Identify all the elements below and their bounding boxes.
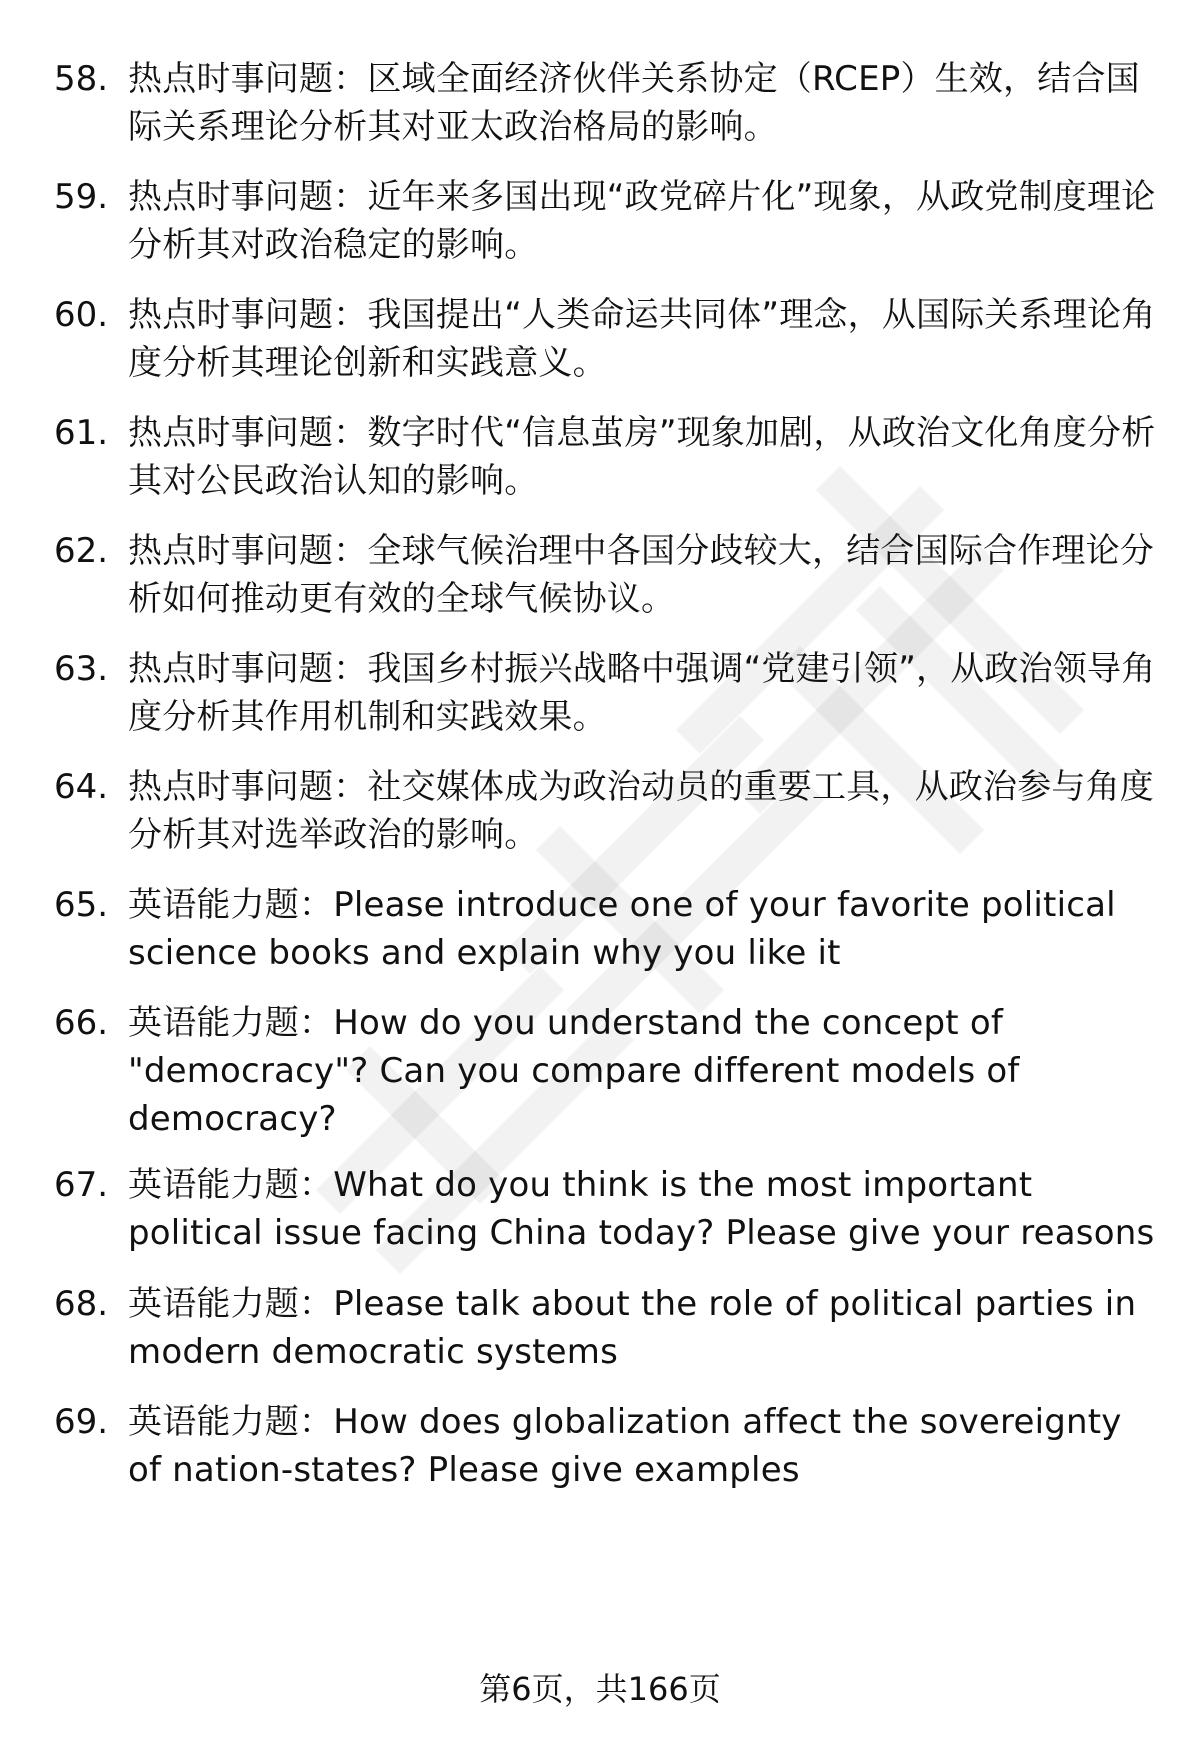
question-text: 热点时事问题：区域全面经济伙伴关系协定（RCEP）生效，结合国际关系理论分析其对亚太政治格局的影响。 xyxy=(128,59,1140,147)
question-text: 英语能力题：Please introduce one of your favorite political science books and explain why you like it xyxy=(128,885,1116,973)
question-text: 英语能力题：How do you understand the concept of "democracy"? Can you compare different models of democracy? xyxy=(128,1003,1020,1139)
question-number: 64. xyxy=(54,767,109,807)
question-text: 热点时事问题：全球气候治理中各国分歧较大，结合国际合作理论分析如何推动更有效的全球气候协议。 xyxy=(128,531,1154,619)
question-number: 63. xyxy=(54,649,109,689)
question-text: 热点时事问题：我国乡村振兴战略中强调“党建引领”，从政治领导角度分析其作用机制和实践效果。 xyxy=(128,649,1156,737)
question-number: 61. xyxy=(54,413,109,453)
page-footer: 第6页，共166页 xyxy=(479,1670,721,1708)
question-text: 热点时事问题：我国提出“人类命运共同体”理念，从国际关系理论角度分析其理论创新和实践意义。 xyxy=(128,295,1156,383)
question-text: 英语能力题：What do you think is the most important political issue facing China today? Please give your reasons xyxy=(128,1165,1155,1253)
question-text: 热点时事问题：近年来多国出现“政党碎片化”现象，从政党制度理论分析其对政治稳定的影响。 xyxy=(128,177,1156,265)
question-number: 58. xyxy=(54,59,109,99)
question-number: 68. xyxy=(54,1284,109,1324)
question-text: 英语能力题：Please talk about the role of political parties in modern democratic systems xyxy=(128,1284,1137,1372)
question-number: 59. xyxy=(54,177,109,217)
question-text: 热点时事问题：数字时代“信息茧房”现象加剧，从政治文化角度分析其对公民政治认知的影响。 xyxy=(128,413,1156,501)
question-number: 69. xyxy=(54,1402,109,1442)
question-number: 60. xyxy=(54,295,109,335)
question-number: 66. xyxy=(54,1003,109,1043)
question-number: 62. xyxy=(54,531,109,571)
question-text: 热点时事问题：社交媒体成为政治动员的重要工具，从政治参与角度分析其对选举政治的影响。 xyxy=(128,767,1154,855)
question-number: 67. xyxy=(54,1165,109,1205)
question-text: 英语能力题：How does globalization affect the sovereignty of nation-states? Please give examples xyxy=(128,1402,1122,1490)
question-number: 65. xyxy=(54,885,109,925)
